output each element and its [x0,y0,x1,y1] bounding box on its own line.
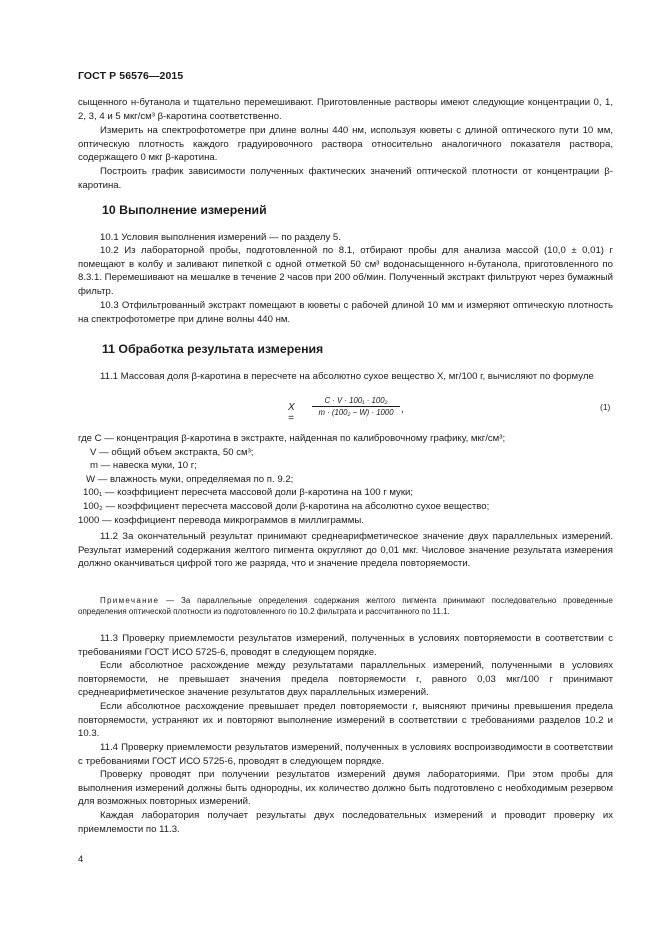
fraction-bar [312,406,400,407]
section-11-3: 11.3 Проверку приемлемости результатов измерений, полученных в условиях повторяемости в соответствии с требованиями ГОСТ ИСО 5725-6, проводят в следующем порядке. [78,633,613,658]
definition-100-1: 100₁ — коэффициент пересчета массовой доли β-каротина на 100 г муки; [83,487,414,499]
section-10-1: 10.1 Условия выполнения измерений — по разделу 5. [100,232,341,243]
section-11-1: 11.1 Массовая доля β-каротина в пересчете на абсолютно сухое вещество X, мг/100 г, вычисляют по формуле [100,371,594,382]
definition-w: W — влажность муки, определяемая по п. 9.2; [86,473,294,485]
page-header-title: ГОСТ Р 56576—2015 [78,70,184,82]
formula-denominator: m · (100₂ − W) · 1000 [318,408,394,417]
page-number: 4 [78,854,84,865]
definition-1000: 1000 — коэффициент перевода микрограммов в миллиграммы. [78,514,364,526]
definition-v: V — общий объем экстракта, 50 см³; [90,446,254,458]
formula-lhs: X = [288,402,295,424]
section-11-2: 11.2 За окончательный результат принимают среднеарифметическое значение двух параллельных измерений. Результат измерений содержания желтого пигмента округляют до 0,01 мкг. Числовое значение результата измерения должно оканчиваться цифрой того же разряда, что и значение предела повторяемости. [78,531,613,570]
section-11-4-paragraph-2: Проверку проводят при получении результатов измерений двумя лабораториями. При этом пробы для выполнения измерений должны быть однородны, их количество должно быть подготовлено с необходимым резервом для возможных повторных измерений. [78,769,613,808]
section-11-3-paragraph-3: Если абсолютное расхождение превышает предел повторяемости r, выясняют причины превышения предела повторяемости, устраняют их и повторяют выполнение измерений в соответствии с требованиями разделов 10.2 и 10.3. [78,701,613,740]
section-10-heading: 10 Выполнение измерений [102,203,267,217]
note [78,595,613,617]
intro-paragraph-2: Измерить на спектрофотометре при длине волны 440 нм, используя кюветы с длиной оптического пути 10 мм, оптическую плотность каждого градуировочного раствора относительно аналогичного показателя раствора, содержащего 0 мкг β-каротина. [78,125,613,164]
formula-numerator: C · V · 100₁ · 100₂ [324,396,388,405]
section-11-4-paragraph-3: Каждая лаборатория получает результаты двух последовательных измерений и проводит проверку их приемлемости по 11.3. [78,810,613,835]
formula-tail: , [401,404,404,415]
definition-100-2: 100₂ — коэффициент пересчета массовой доли β-каротина на абсолютно сухое вещество; [83,500,490,512]
formula-fraction [312,396,400,418]
section-11-4: 11.4 Проверку приемлемости результатов измерений, полученных в условиях воспроизводимости в соответствии с требованиями ГОСТ ИСО 5725-6, проводят в следующем порядке. [78,742,613,767]
definition-m: m — навеска муки, 10 г; [90,460,197,472]
section-11-heading: 11 Обработка результата измерения [102,342,324,356]
definition-c: где C — концентрация β-каротина в экстракте, найденная по калибровочному графику, мкг/см³; [78,433,506,444]
section-10-3: 10.3 Отфильтрованный экстракт помещают в кюветы с рабочей длиной 10 мм и измеряют оптическую плотность на спектрофотометре при длине волны 440 нм. [78,300,613,325]
section-11-3-paragraph-2: Если абсолютное расхождение между результатами параллельных измерений, полученными в условиях повторяемости, не превышает значения предела повторяемости r, равного 0,03 мкг/100 г принимают среднеарифметическое значение результатов двух параллельных измерений. [78,660,613,699]
note-label: Примечание [100,596,160,605]
intro-paragraph-3: Построить график зависимости полученных фактических значений оптической плотности от концентрации β-каротина. [78,166,613,191]
intro-paragraph-1: сыщенного н-бутанола и тщательно перемешивают. Приготовленные растворы имеют следующие концентрации 0, 1, 2, 3, 4 и 5 мкг/см³ β-каротина соответственно. [78,97,613,122]
formula-definitions [78,432,505,527]
note-text: — За параллельные определения содержания желтого пигмента принимают последовательно проведенные определения оптической плотности из подготовленного по 10.2 фильтрата и рассчитанного по 11.1. [78,596,613,617]
formula-number: (1) [600,402,611,412]
section-10-2: 10.2 Из лабораторной пробы, подготовленной по 8.1, отбирают пробы для анализа массой (10,0 ± 0,01) г помещают в колбу и заливают пипеткой с одной отметкой 50 см³ водонасыщенного н-бутанола, приготовленного по 8.3.1. Перемешивают на мешалке в течение 2 часов при 200 об/мин. Полученный экстракт фильтруют через бумажный фильтр. [78,245,613,298]
